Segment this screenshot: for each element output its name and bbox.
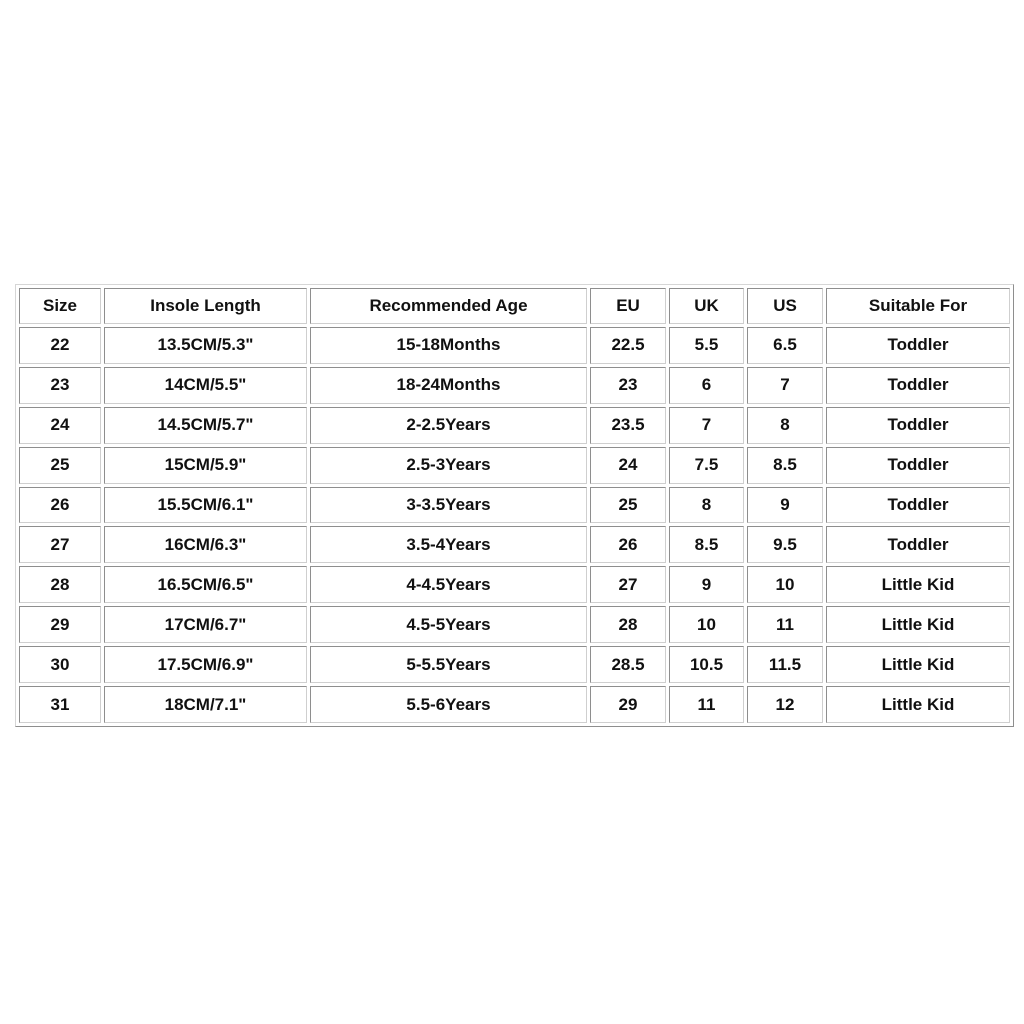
cell-us: 12 bbox=[747, 686, 823, 723]
cell-size: 28 bbox=[19, 566, 101, 603]
cell-uk: 8 bbox=[669, 487, 744, 524]
cell-suitable-for: Toddler bbox=[826, 407, 1010, 444]
cell-recommended-age: 2.5-3Years bbox=[310, 447, 587, 484]
cell-recommended-age: 15-18Months bbox=[310, 327, 587, 364]
cell-suitable-for: Toddler bbox=[826, 327, 1010, 364]
cell-uk: 5.5 bbox=[669, 327, 744, 364]
cell-eu: 29 bbox=[590, 686, 666, 723]
table-row bbox=[19, 526, 1010, 563]
cell-recommended-age: 18-24Months bbox=[310, 367, 587, 404]
size-chart-table bbox=[15, 284, 1014, 727]
cell-uk: 7 bbox=[669, 407, 744, 444]
cell-recommended-age: 3-3.5Years bbox=[310, 487, 587, 524]
cell-suitable-for: Toddler bbox=[826, 447, 1010, 484]
cell-insole-length: 16CM/6.3" bbox=[104, 526, 307, 563]
cell-suitable-for: Little Kid bbox=[826, 646, 1010, 683]
cell-insole-length: 14.5CM/5.7" bbox=[104, 407, 307, 444]
table-row bbox=[19, 566, 1010, 603]
table-row bbox=[19, 606, 1010, 643]
cell-us: 7 bbox=[747, 367, 823, 404]
cell-eu: 28.5 bbox=[590, 646, 666, 683]
cell-eu: 23.5 bbox=[590, 407, 666, 444]
cell-recommended-age: 4-4.5Years bbox=[310, 566, 587, 603]
cell-uk: 10.5 bbox=[669, 646, 744, 683]
cell-size: 24 bbox=[19, 407, 101, 444]
cell-us: 9 bbox=[747, 487, 823, 524]
header-eu: EU bbox=[590, 288, 666, 324]
cell-insole-length: 13.5CM/5.3" bbox=[104, 327, 307, 364]
cell-insole-length: 18CM/7.1" bbox=[104, 686, 307, 723]
cell-recommended-age: 5.5-6Years bbox=[310, 686, 587, 723]
cell-size: 23 bbox=[19, 367, 101, 404]
cell-recommended-age: 3.5-4Years bbox=[310, 526, 587, 563]
table-row bbox=[19, 487, 1010, 524]
cell-uk: 8.5 bbox=[669, 526, 744, 563]
cell-insole-length: 15.5CM/6.1" bbox=[104, 487, 307, 524]
cell-suitable-for: Toddler bbox=[826, 526, 1010, 563]
table-header-row bbox=[19, 288, 1010, 324]
cell-eu: 25 bbox=[590, 487, 666, 524]
cell-eu: 24 bbox=[590, 447, 666, 484]
cell-size: 22 bbox=[19, 327, 101, 364]
cell-uk: 6 bbox=[669, 367, 744, 404]
cell-us: 9.5 bbox=[747, 526, 823, 563]
cell-us: 10 bbox=[747, 566, 823, 603]
header-insole-length: Insole Length bbox=[104, 288, 307, 324]
cell-eu: 28 bbox=[590, 606, 666, 643]
table-row bbox=[19, 646, 1010, 683]
cell-eu: 23 bbox=[590, 367, 666, 404]
table-row bbox=[19, 447, 1010, 484]
cell-size: 25 bbox=[19, 447, 101, 484]
header-suitable-for: Suitable For bbox=[826, 288, 1010, 324]
cell-size: 27 bbox=[19, 526, 101, 563]
cell-insole-length: 17CM/6.7" bbox=[104, 606, 307, 643]
cell-us: 6.5 bbox=[747, 327, 823, 364]
header-uk: UK bbox=[669, 288, 744, 324]
cell-uk: 7.5 bbox=[669, 447, 744, 484]
cell-insole-length: 14CM/5.5" bbox=[104, 367, 307, 404]
cell-size: 30 bbox=[19, 646, 101, 683]
cell-eu: 27 bbox=[590, 566, 666, 603]
header-recommended-age: Recommended Age bbox=[310, 288, 587, 324]
cell-eu: 22.5 bbox=[590, 327, 666, 364]
cell-size: 26 bbox=[19, 487, 101, 524]
cell-suitable-for: Toddler bbox=[826, 487, 1010, 524]
cell-us: 11.5 bbox=[747, 646, 823, 683]
cell-us: 8.5 bbox=[747, 447, 823, 484]
cell-uk: 10 bbox=[669, 606, 744, 643]
cell-uk: 11 bbox=[669, 686, 744, 723]
cell-recommended-age: 5-5.5Years bbox=[310, 646, 587, 683]
cell-size: 29 bbox=[19, 606, 101, 643]
cell-suitable-for: Toddler bbox=[826, 367, 1010, 404]
table-row bbox=[19, 327, 1010, 364]
cell-eu: 26 bbox=[590, 526, 666, 563]
cell-recommended-age: 4.5-5Years bbox=[310, 606, 587, 643]
cell-suitable-for: Little Kid bbox=[826, 686, 1010, 723]
cell-suitable-for: Little Kid bbox=[826, 566, 1010, 603]
cell-suitable-for: Little Kid bbox=[826, 606, 1010, 643]
cell-insole-length: 15CM/5.9" bbox=[104, 447, 307, 484]
cell-us: 11 bbox=[747, 606, 823, 643]
cell-insole-length: 16.5CM/6.5" bbox=[104, 566, 307, 603]
table-row bbox=[19, 686, 1010, 723]
cell-size: 31 bbox=[19, 686, 101, 723]
header-size: Size bbox=[19, 288, 101, 324]
cell-uk: 9 bbox=[669, 566, 744, 603]
table-row bbox=[19, 367, 1010, 404]
table-row bbox=[19, 407, 1010, 444]
cell-insole-length: 17.5CM/6.9" bbox=[104, 646, 307, 683]
cell-recommended-age: 2-2.5Years bbox=[310, 407, 587, 444]
header-us: US bbox=[747, 288, 823, 324]
cell-us: 8 bbox=[747, 407, 823, 444]
